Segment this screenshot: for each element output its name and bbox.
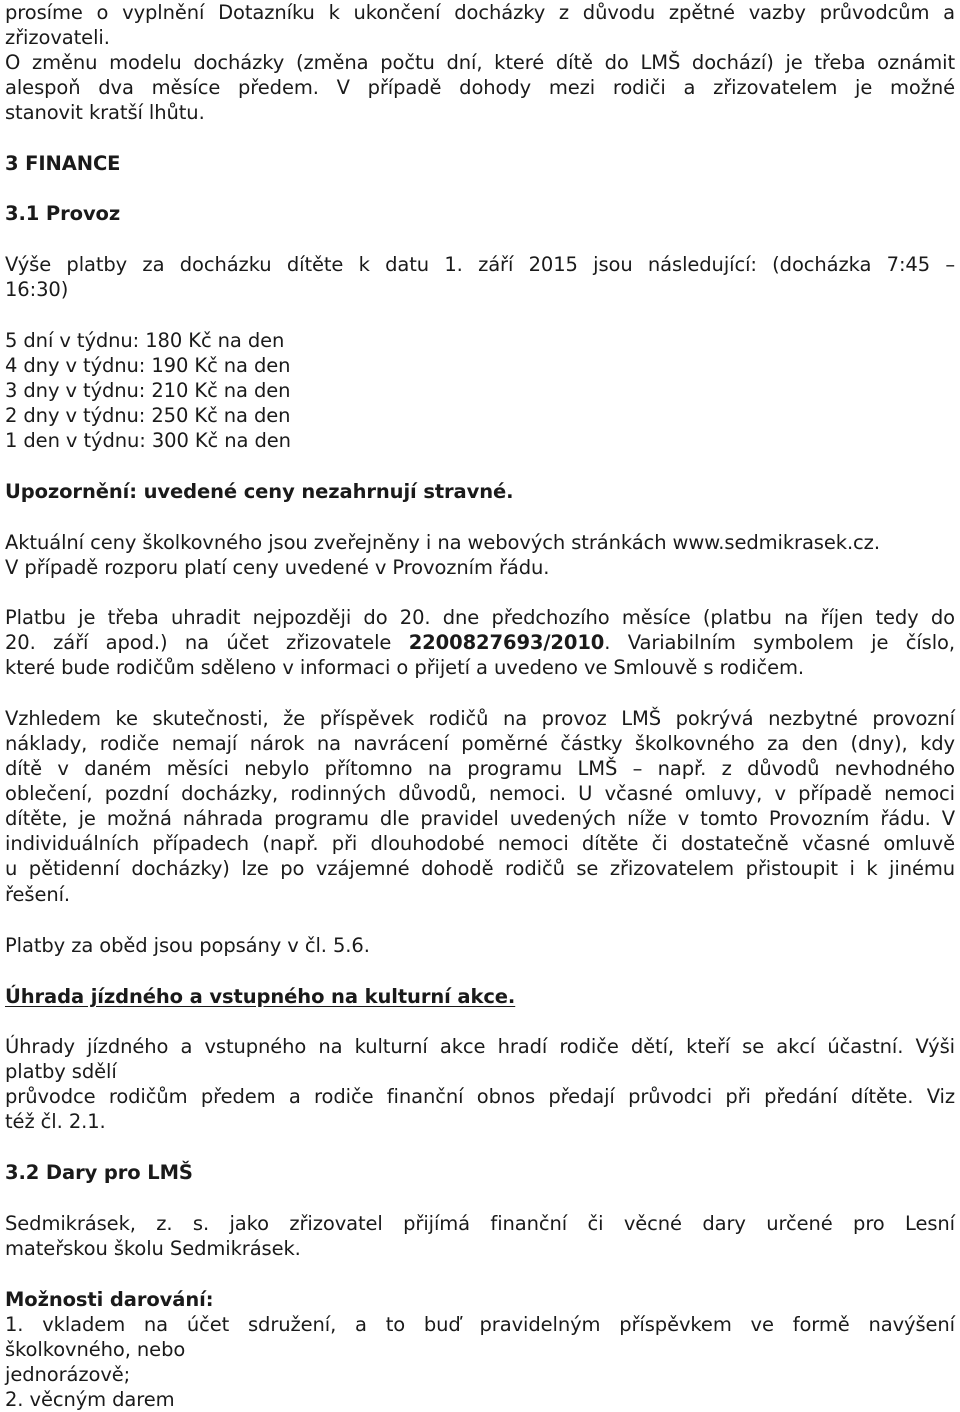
price-warning: Upozornění: uvedené ceny nezahrnují stravné. bbox=[5, 480, 514, 503]
fees-lead-line-1: Výše platby za docházku dítěte k datu 1. září 2015 jsou následující: (docházka 7:45 – bbox=[5, 253, 955, 276]
donation-option-line: 2. věcným darem bbox=[5, 1388, 175, 1411]
lunch-note: Platby za oběd jsou popsány v čl. 5.6. bbox=[5, 934, 370, 957]
intro-line-3: O změnu modelu docházky (změna počtu dní, které dítě do LMŠ dochází) je třeba oznámit bbox=[5, 51, 955, 74]
refund-line: řešení. bbox=[5, 883, 71, 906]
payment-line-2-start: 20. září apod.) na účet zřizovatele bbox=[5, 631, 409, 654]
payment-line-3: které bude rodičům sděleno v informaci o přijetí a uvedeno ve Smlouvě s rodičem. bbox=[5, 656, 804, 679]
donations-line-1: Sedmikrásek, z. s. jako zřizovatel přijímá finanční či věcné dary určené pro Lesní bbox=[5, 1212, 955, 1235]
donation-options-heading: Možnosti darování: bbox=[5, 1288, 214, 1311]
donations-line-2: mateřskou školu Sedmikrásek. bbox=[5, 1237, 301, 1260]
bank-account-number: 2200827693/2010 bbox=[408, 631, 605, 654]
donation-option-line: jednorázově; bbox=[5, 1363, 131, 1386]
website-line-1: Aktuální ceny školkovného jsou zveřejněny i na webových stránkách www.sedmikrasek.cz. bbox=[5, 531, 880, 554]
fares-line: Úhrady jízdného a vstupného na kulturní akce hradí rodiče dětí, kteří se akcí účastní. Výši bbox=[5, 1035, 955, 1058]
refund-line: náklady, rodiče nemají nárok na navrácení poměrné částky školkovného za den (dny), kdy bbox=[5, 732, 955, 755]
refund-line: Vzhledem ke skutečnosti, že příspěvek rodičů na provoz LMŠ pokrývá nezbytné provozní bbox=[5, 707, 955, 730]
payment-line-2 bbox=[5, 630, 955, 655]
website-line-2: V případě rozporu platí ceny uvedené v Provozním řádu. bbox=[5, 556, 550, 579]
refund-line: individuálních případech (např. při dlouhodobé nemoci dítěte či dostatečně včasné omluvě bbox=[5, 832, 955, 855]
price-item: 2 dny v týdnu: 250 Kč na den bbox=[5, 404, 291, 427]
refund-line: u pětidenní docházky) lze po vzájemné dohodě rodičů se zřizovatelem přistoupit i k jinému bbox=[5, 857, 955, 880]
refund-line: dítě v daném měsíci nebylo přítomno na programu LMŠ – např. z důvodů nevhodného bbox=[5, 757, 955, 780]
payment-line-1: Platbu je třeba uhradit nejpozději do 20. dne předchozího měsíce (platbu na říjen tedy do bbox=[5, 606, 955, 629]
price-item: 4 dny v týdnu: 190 Kč na den bbox=[5, 354, 291, 377]
fares-heading: Úhrada jízdného a vstupného na kulturní akce. bbox=[5, 985, 516, 1008]
fees-lead-line-2: 16:30) bbox=[5, 278, 69, 301]
section-3-2-heading: 3.2 Dary pro LMŠ bbox=[5, 1161, 193, 1184]
intro-line-1: prosíme o vyplnění Dotazníku k ukončení docházky z důvodu zpětné vazby průvodcům a bbox=[5, 1, 955, 24]
intro-line-2: zřizovateli. bbox=[5, 26, 110, 49]
fares-line: též čl. 2.1. bbox=[5, 1110, 106, 1133]
section-3-heading: 3 FINANCE bbox=[5, 152, 121, 175]
price-item: 1 den v týdnu: 300 Kč na den bbox=[5, 429, 291, 452]
donation-option-line: 1. vkladem na účet sdružení, a to buď pravidelným příspěvkem ve formě navýšení bbox=[5, 1313, 955, 1336]
price-item: 5 dní v týdnu: 180 Kč na den bbox=[5, 329, 285, 352]
fares-line: průvodce rodičům předem a rodiče finanční obnos předají průvodci při předání dítěte. Viz bbox=[5, 1085, 955, 1108]
price-item: 3 dny v týdnu: 210 Kč na den bbox=[5, 379, 291, 402]
intro-line-5: stanovit kratší lhůtu. bbox=[5, 101, 205, 124]
refund-line: oblečení, pozdní docházky, rodinných důvodů, nemoci. U včasné omluvy, v případě nemoci bbox=[5, 782, 955, 805]
payment-line-2-end: . Variabilním symbolem je číslo, bbox=[604, 631, 955, 654]
section-3-1-heading: 3.1 Provoz bbox=[5, 202, 121, 225]
fares-line: platby sdělí bbox=[5, 1060, 117, 1083]
refund-line: dítěte, je možná náhrada programu dle pravidel uvedených níže v tomto Provozním řádu. V bbox=[5, 807, 955, 830]
donation-option-line: školkovného, nebo bbox=[5, 1338, 186, 1361]
intro-line-4: alespoň dva měsíce předem. V případě dohody mezi rodiči a zřizovatelem je možné bbox=[5, 76, 955, 99]
